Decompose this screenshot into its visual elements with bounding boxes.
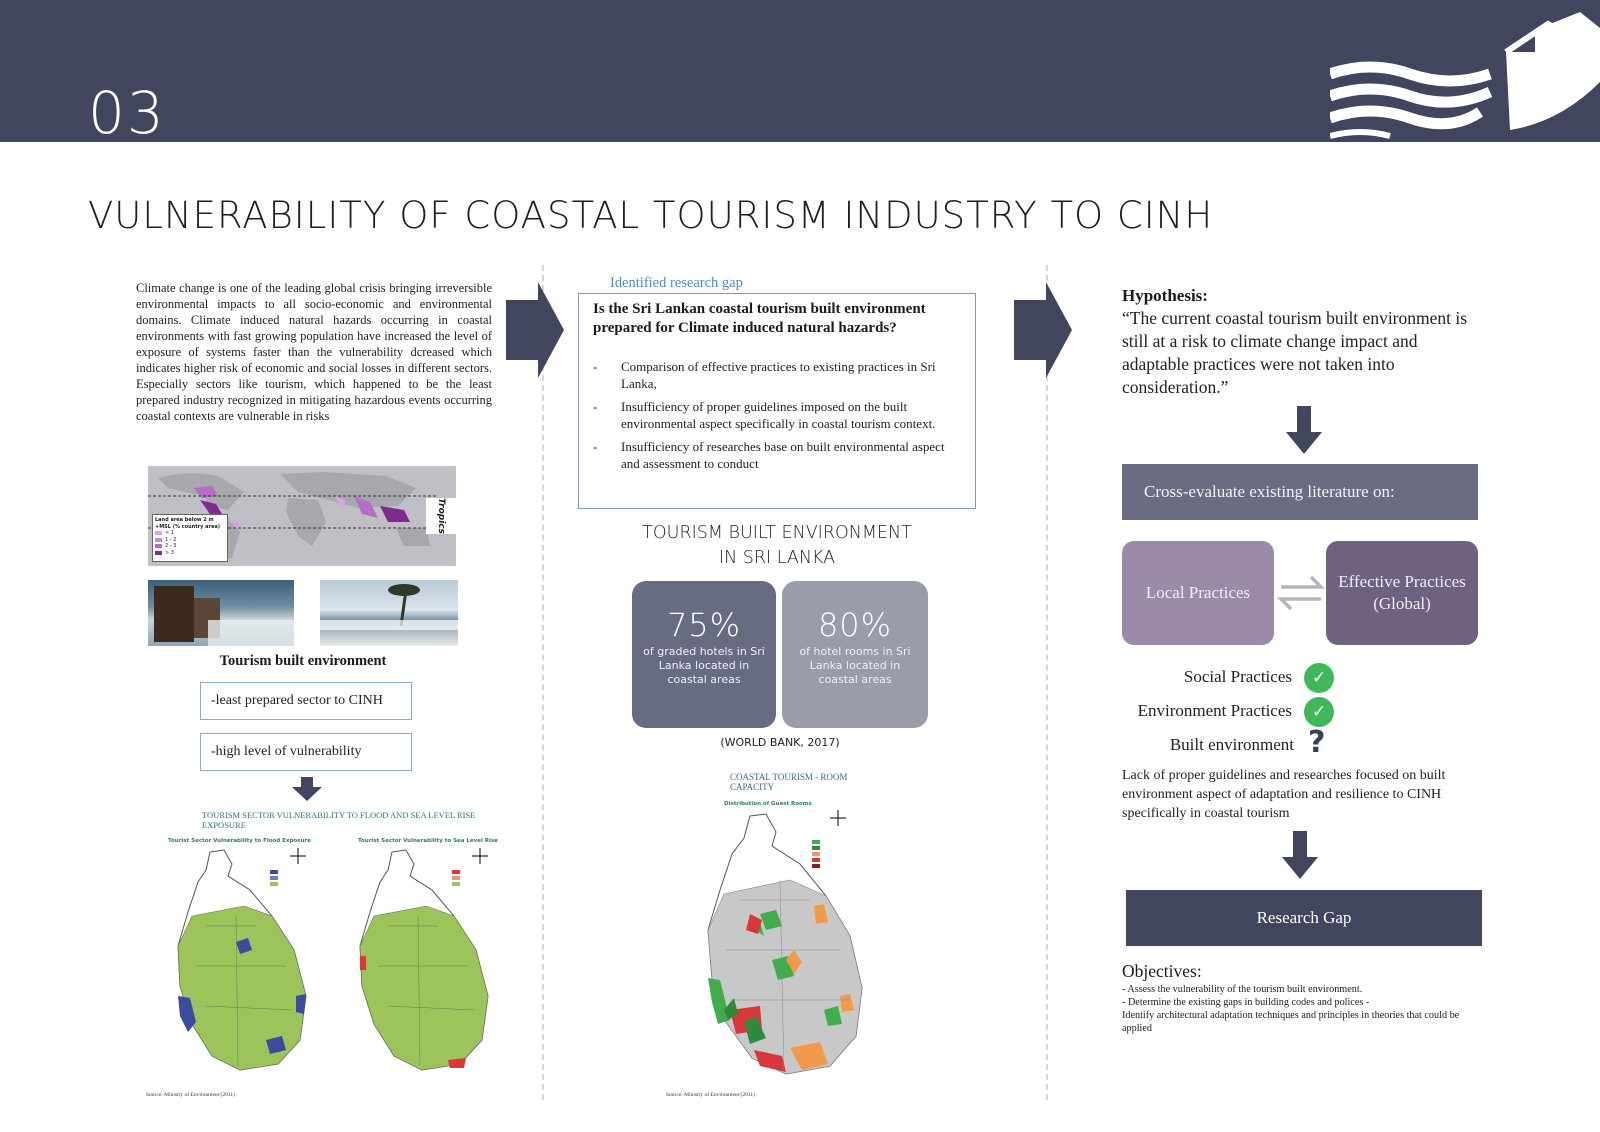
map-side-label: Tropics [436,498,446,534]
bullet-dash: - [593,439,598,454]
gap-bullet-text: Insufficiency of proper guidelines imposed on the built environmental aspect specifically in coastal tourism context. [621,399,936,431]
map-legend-title: Land area below 2 m +MSL (% country area) [155,517,220,530]
bullet-dash: - [593,399,598,414]
map-legend-item: < 1 [165,530,174,536]
map-legend-item: > 3 [165,549,174,556]
coastal-house-logo-icon [1330,12,1600,142]
gap-bullet [593,358,957,392]
sea-level-rise-map [348,846,508,1080]
gap-label: Identified research gap [610,275,743,291]
world-bank-citation: (WORLD BANK, 2017) [720,736,840,749]
stat-description: of hotel rooms in Sri Lanka located in coastal areas [799,645,911,686]
objective-item: Identify architectural adaptation techniques and principles in theories that could be applied [1122,1010,1460,1034]
objectives-label: Objectives: [1122,961,1202,981]
built-env-subhead-line2: IN SRI LANKA [718,548,836,568]
map-source: Source: Ministry of Environment (2011) [146,1092,236,1098]
stat-description: of graded hotels in Sri Lanka located in coastal areas [643,645,765,686]
flood-map-caption: TOURISM SECTOR VULNERABILITY TO FLOOD AND SEA LEVEL RISE EXPOSURE [202,810,476,830]
hypothesis-text: “The current coastal tourism built environment is still at a risk to climate change impact and adaptable practices were not taken into consideration.” [1122,308,1468,397]
research-gap-box: Research Gap [1126,890,1482,946]
practice-label: Environment Practices [1137,701,1292,720]
down-arrow-icon [1282,831,1318,879]
local-practices-box: Local Practices [1122,541,1274,645]
gap-bullet [593,398,957,432]
map-legend-item: 2 - 3 [165,543,177,549]
check-icon: ✓ [1304,697,1334,727]
column-divider [542,265,544,1100]
bullet-dash: - [593,359,598,374]
tag-high-vulnerability: -high level of vulnerability [200,733,412,771]
gap-bullet-text: Comparison of effective practices to existing practices in Sri Lanka, [621,359,936,391]
column-divider [1046,265,1048,1100]
coastal-erosion-photo [148,580,294,646]
down-arrow-icon [1286,406,1322,454]
page-title: VULNERABILITY OF COASTAL TOURISM INDUSTRY TO CINH [88,194,1214,237]
effective-practices-box: Effective Practices (Global) [1326,541,1478,645]
beach-palm-photo [320,580,458,646]
tag-least-prepared: -least prepared sector to CINH [200,682,412,720]
stat-card-rooms [782,581,928,728]
practice-label: Built environment [1169,735,1294,754]
tourism-heading: Tourism built environment [219,653,387,669]
cross-evaluate-box: Cross-evaluate existing literature on: [1122,464,1478,520]
section-number: 03 [88,79,166,147]
right-arrow-icon [506,282,564,378]
hypothesis-label: Hypothesis: [1122,286,1208,305]
room-capacity-caption: COASTAL TOURISM - ROOM CAPACITY [730,772,848,792]
lack-paragraph: Lack of proper guidelines and researches focused on built environment aspect of adaptation and resilience to CINH specifically in coastal tourism [1122,768,1446,821]
map-legend [152,514,228,562]
objective-item: - Assess the vulnerability of the tourism built environment. [1122,984,1363,995]
flood-map-title: Tourist Sector Vulnerability to Flood Exposure [168,838,311,844]
practice-label: Social Practices [1183,667,1292,686]
check-icon: ✓ [1304,663,1334,693]
slr-map-title: Tourist Sector Vulnerability to Sea Level Rise [358,838,498,844]
room-capacity-subtitle: Distribution of Guest Rooms [724,801,812,807]
stat-card-hotels [632,581,776,728]
built-env-subhead-line1: TOURISM BUILT ENVIRONMENT [642,523,912,543]
objectives-list [1122,983,1484,1035]
stat-value: 80% [817,606,893,644]
gap-bullet [593,438,957,472]
map-legend-item: 1 - 2 [165,536,177,543]
stat-value: 75% [666,606,742,644]
room-capacity-map [690,810,890,1086]
down-arrow-icon [292,777,322,801]
gap-bullet-text: Insufficiency of researches base on built environmental aspect and assessment to conduct [621,439,945,471]
research-question: Is the Sri Lankan coastal tourism built environment prepared for Climate induced natural hazards? [593,301,926,336]
world-lowland-map [148,466,456,566]
question-mark-icon: ? [1308,725,1326,760]
right-arrow-icon [1014,282,1072,378]
exchange-arrows-icon [1277,571,1325,615]
research-gap-box [578,293,976,509]
objective-item: - Determine the existing gaps in building codes and polices - [1122,997,1370,1008]
intro-paragraph: Climate change is one of the leading global crisis bringing irreversible environmental impacts to all socio-economic and environmental domains. Climate induced natural hazards occurring in coastal environments with fast growing population have increased the level of exposure of systems faster than the vulnerability dcreased which indicates higher risk of economic and social losses in different sectors. Especially sectors like tourism, which happened to be the least prepared industry recognized in mitigating hazardous events occurring coastal contexts are vulnerable in risks [136,281,492,423]
map-source: Source: Ministry of Environment (2011) [666,1092,756,1098]
flood-vulnerability-map [166,846,326,1080]
